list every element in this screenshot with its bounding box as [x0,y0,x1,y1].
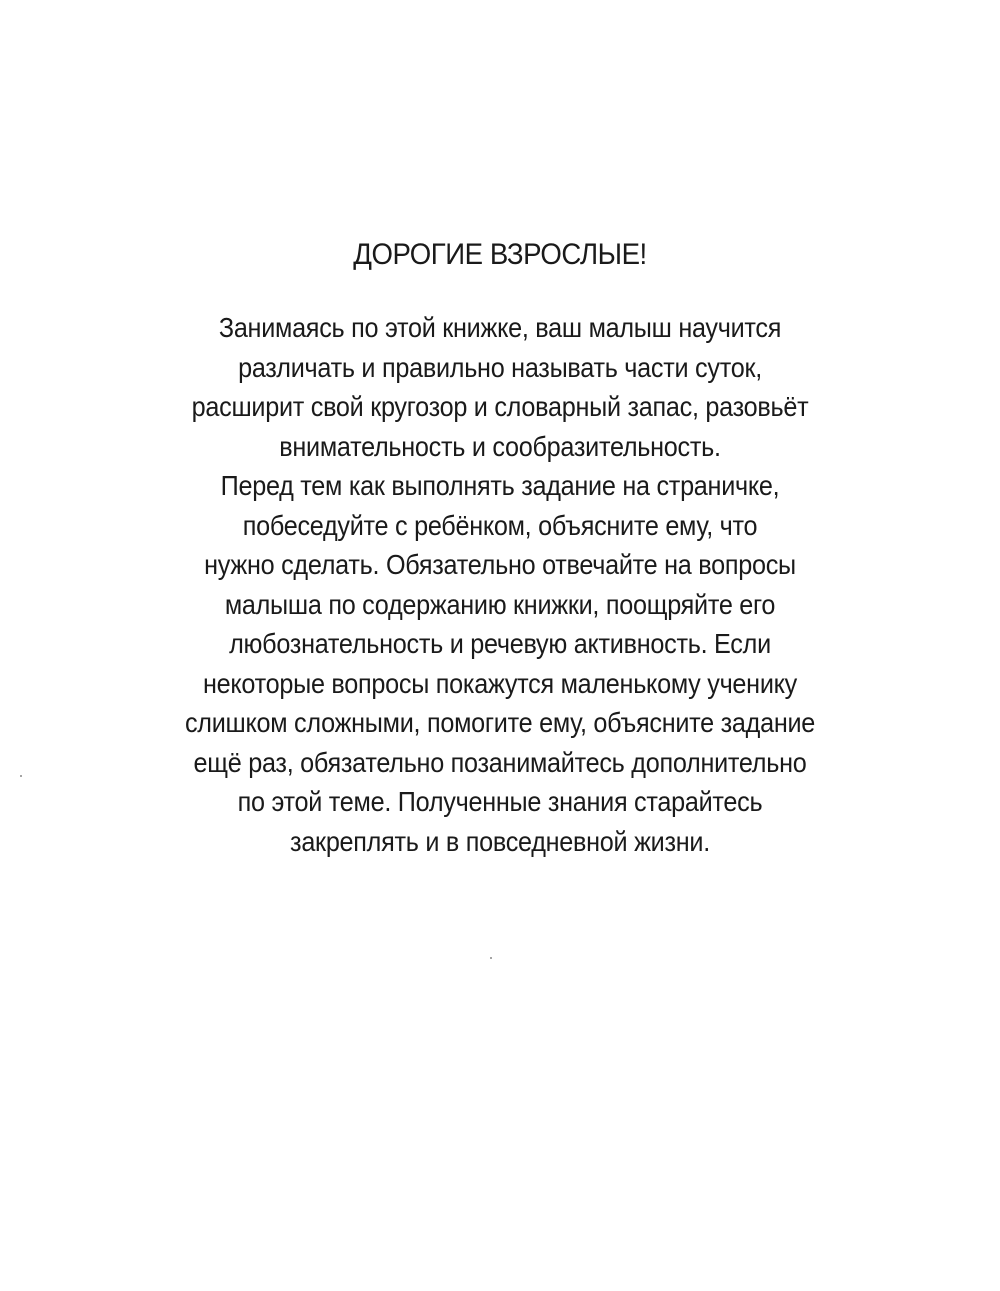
text-line: Занимаясь по этой книжке, ваш малыш научится [218,312,782,343]
text-line: различать и правильно называть части суток, [238,351,762,383]
scan-speck [490,957,492,959]
text-line: расширит свой кругозор и словарный запас, разовьёт [191,391,809,422]
text-line: малыша по содержанию книжки, поощряйте его [224,588,776,620]
text-line: закреплять и в повседневной жизни. [290,825,710,857]
text-line: внимательность и сообразительность. [279,430,721,462]
text-line: побеседуйте с ребёнком, объясните ему, что [242,509,758,541]
text-line: Перед тем как выполнять задание на страничке, [220,470,780,501]
text-line: слишком сложными, помогите ему, объясните задание [184,707,816,738]
text-line: по этой теме. Полученные знания старайтесь [237,786,763,817]
text-line: ещё раз, обязательно позанимайтесь дополнительно [193,746,807,778]
text-line: любознательность и речевую активность. Если [229,628,771,659]
body-text [0,308,1000,861]
page-title: ДОРОГИЕ ВЗРОСЛЫЕ! [353,238,647,271]
text-line: нужно сделать. Обязательно отвечайте на вопросы [204,549,796,580]
text-line: некоторые вопросы покажутся маленькому ученику [203,667,797,699]
scan-speck [20,775,22,777]
